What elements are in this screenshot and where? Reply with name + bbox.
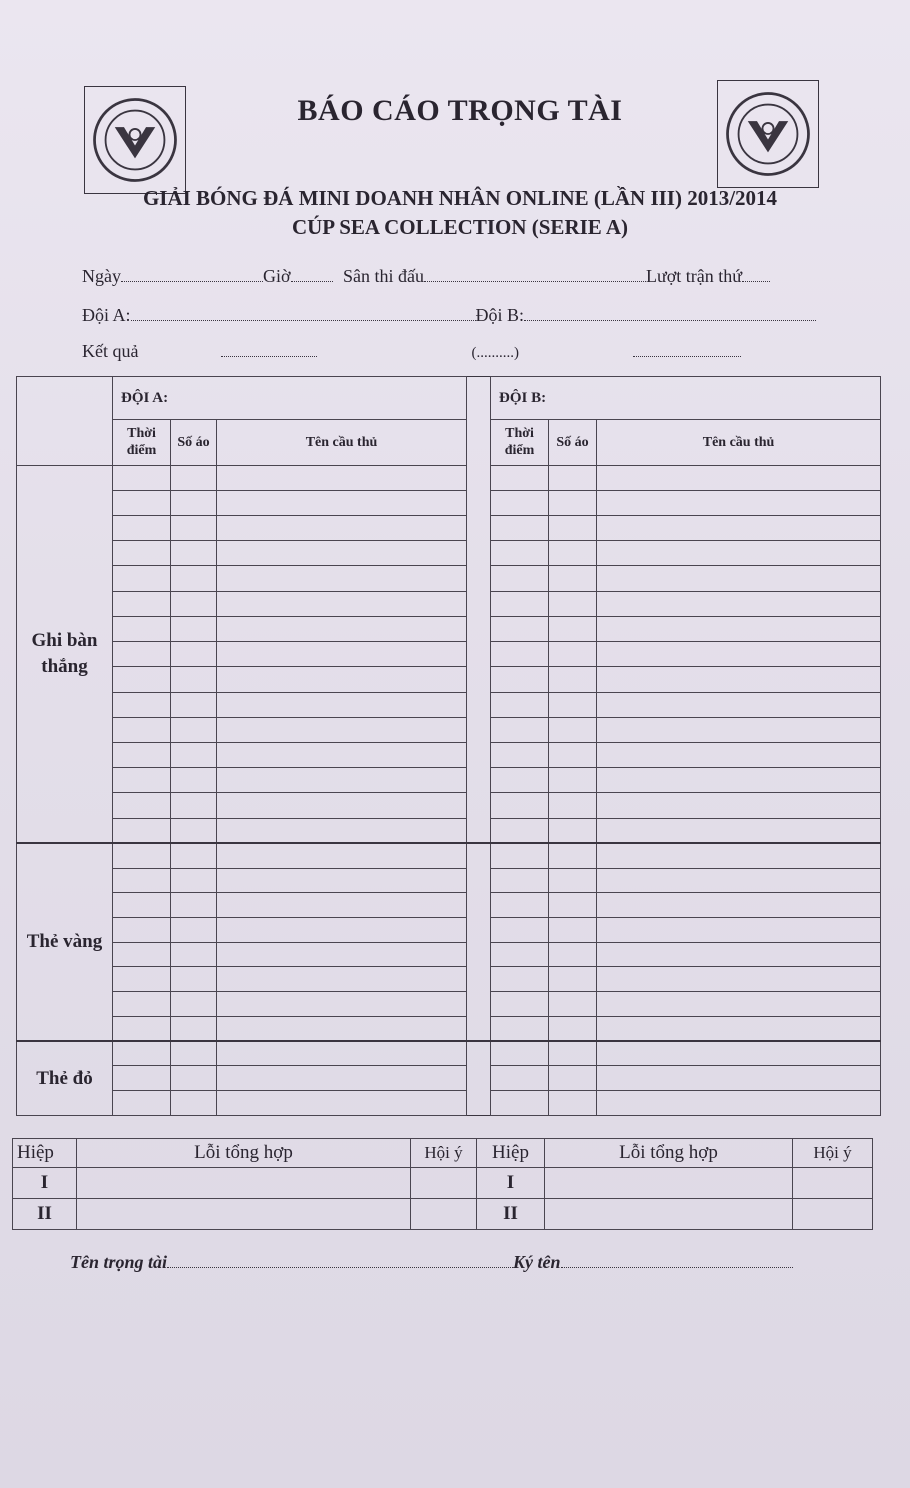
team-a-number-cell[interactable] — [171, 717, 217, 742]
team-a-player-cell[interactable] — [217, 893, 467, 918]
team-b-number-cell[interactable] — [549, 742, 597, 767]
team-b-player-cell[interactable] — [597, 616, 881, 641]
team-a-number-cell[interactable] — [171, 692, 217, 717]
team-b-time-header: Thời điểm — [491, 420, 549, 465]
team-b-number-cell[interactable] — [549, 642, 597, 667]
team-a-player-cell[interactable] — [217, 616, 467, 641]
table-row — [17, 1066, 881, 1091]
team-a-time-cell[interactable] — [113, 616, 171, 641]
table-row — [17, 490, 881, 515]
team-a-player-cell[interactable] — [217, 1041, 467, 1066]
team-a-number-cell[interactable] — [171, 967, 217, 992]
team-b-player-cell[interactable] — [597, 591, 881, 616]
team-b-player-cell[interactable] — [597, 541, 881, 566]
team-a-number-cell[interactable] — [171, 1016, 217, 1041]
result-label: Kết quả — [82, 341, 139, 361]
table-row — [17, 818, 881, 843]
summary-header-b: Lỗi tổng hợp — [545, 1139, 793, 1168]
table-row — [17, 541, 881, 566]
note-header-a: Hội ý — [411, 1139, 477, 1168]
team-b-number-header: Số áo — [549, 420, 597, 465]
team-a-number-cell[interactable] — [171, 490, 217, 515]
team-b-player-header: Tên cầu thủ — [597, 420, 881, 465]
team-a-player-cell[interactable] — [217, 667, 467, 692]
team-b-time-cell[interactable] — [491, 642, 549, 667]
team-b-number-cell[interactable] — [549, 768, 597, 793]
date-label: Ngày — [82, 266, 121, 286]
team-a-number-cell[interactable] — [171, 516, 217, 541]
team-a-time-cell[interactable] — [113, 465, 171, 490]
note-1-b[interactable] — [793, 1168, 873, 1199]
team-a-number-cell[interactable] — [171, 566, 217, 591]
team-b-time-cell[interactable] — [491, 692, 549, 717]
team-b-number-cell[interactable] — [549, 967, 597, 992]
half-header-b: Hiệp — [477, 1139, 545, 1168]
team-a-player-cell[interactable] — [217, 942, 467, 967]
team-a-player-cell[interactable] — [217, 516, 467, 541]
team-a-time-cell[interactable] — [113, 742, 171, 767]
teams-line — [82, 305, 816, 326]
table-row — [17, 843, 881, 868]
team-a-number-cell[interactable] — [171, 465, 217, 490]
team-b-number-cell[interactable] — [549, 591, 597, 616]
table-row — [17, 667, 881, 692]
league-emblem-icon — [89, 94, 181, 186]
team-b-number-cell[interactable] — [549, 692, 597, 717]
team-a-number-cell[interactable] — [171, 742, 217, 767]
team-b-time-cell[interactable] — [491, 490, 549, 515]
team-a-time-cell[interactable] — [113, 1016, 171, 1041]
team-b-time-cell[interactable] — [491, 893, 549, 918]
team-b-time-cell[interactable] — [491, 942, 549, 967]
team-b-time-cell[interactable] — [491, 992, 549, 1017]
team-a-number-cell[interactable] — [171, 942, 217, 967]
result-a-field[interactable] — [221, 342, 317, 357]
table-row — [17, 692, 881, 717]
team-a-time-cell[interactable] — [113, 1041, 171, 1066]
team-a-number-cell[interactable] — [171, 793, 217, 818]
result-line — [82, 341, 741, 362]
team-b-number-cell[interactable] — [549, 616, 597, 641]
team-a-number-cell[interactable] — [171, 667, 217, 692]
table-row — [17, 566, 881, 591]
table-row — [17, 591, 881, 616]
team-a-time-cell[interactable] — [113, 868, 171, 893]
team-a-time-cell[interactable] — [113, 942, 171, 967]
team-b-time-cell[interactable] — [491, 1016, 549, 1041]
column-gap — [467, 465, 491, 843]
team-a-player-cell[interactable] — [217, 591, 467, 616]
team-a-number-cell[interactable] — [171, 541, 217, 566]
sign-label: Ký tên — [513, 1252, 561, 1272]
team-b-player-cell[interactable] — [597, 818, 881, 843]
team-b-player-cell[interactable] — [597, 868, 881, 893]
team-b-time-cell[interactable] — [491, 818, 549, 843]
report-title: BÁO CÁO TRỌNG TÀI — [297, 94, 623, 127]
table-row — [17, 768, 881, 793]
column-gap — [467, 843, 491, 1041]
team-b-player-cell[interactable] — [597, 1091, 881, 1116]
field-field[interactable] — [424, 267, 646, 282]
corner-cell — [17, 377, 113, 466]
team-a-player-cell[interactable] — [217, 566, 467, 591]
team-b-number-cell[interactable] — [549, 793, 597, 818]
cup-name: CÚP SEA COLLECTION (SERIE A) — [291, 215, 629, 239]
team-b-number-cell[interactable] — [549, 1041, 597, 1066]
team-b-number-cell[interactable] — [549, 490, 597, 515]
round-label: Lượt trận thứ — [646, 266, 743, 286]
half-header-a: Hiệp — [13, 1139, 77, 1168]
team-b-time-cell[interactable] — [491, 868, 549, 893]
team-a-time-cell[interactable] — [113, 1066, 171, 1091]
team-a-label: Đội A: — [82, 305, 131, 325]
team-b-time-cell[interactable] — [491, 667, 549, 692]
red-card-section-label: Thẻ đỏ — [17, 1041, 113, 1115]
team-b-time-cell[interactable] — [491, 1041, 549, 1066]
team-b-number-cell[interactable] — [549, 893, 597, 918]
team-b-number-cell[interactable] — [549, 465, 597, 490]
team-a-number-cell[interactable] — [171, 1041, 217, 1066]
team-a-time-cell[interactable] — [113, 818, 171, 843]
team-a-player-cell[interactable] — [217, 742, 467, 767]
team-b-player-cell[interactable] — [597, 490, 881, 515]
team-b-number-cell[interactable] — [549, 1091, 597, 1116]
team-a-time-cell[interactable] — [113, 918, 171, 943]
team-b-number-cell[interactable] — [549, 1066, 597, 1091]
team-b-time-cell[interactable] — [491, 742, 549, 767]
table-row — [17, 465, 881, 490]
table-row — [17, 742, 881, 767]
team-a-number-cell[interactable] — [171, 868, 217, 893]
yellow-card-section-label: Thẻ vàng — [17, 843, 113, 1041]
team-a-time-cell[interactable] — [113, 541, 171, 566]
team-a-player-cell[interactable] — [217, 793, 467, 818]
team-a-player-cell[interactable] — [217, 541, 467, 566]
team-b-number-cell[interactable] — [549, 818, 597, 843]
team-b-field[interactable] — [524, 306, 816, 321]
table-row — [17, 967, 881, 992]
note-header-b: Hội ý — [793, 1139, 873, 1168]
summary-1-b[interactable] — [545, 1168, 793, 1199]
team-b-number-cell[interactable] — [549, 843, 597, 868]
team-a-header: ĐỘI A: — [113, 377, 467, 420]
team-a-number-cell[interactable] — [171, 616, 217, 641]
date-line — [82, 266, 770, 287]
team-a-time-cell[interactable] — [113, 992, 171, 1017]
table-row — [17, 516, 881, 541]
team-a-player-cell[interactable] — [217, 1066, 467, 1091]
note-1-a[interactable] — [411, 1168, 477, 1199]
team-b-player-cell[interactable] — [597, 1066, 881, 1091]
date-field[interactable] — [121, 267, 263, 282]
team-a-player-cell[interactable] — [217, 1091, 467, 1116]
team-b-time-cell[interactable] — [491, 616, 549, 641]
column-gap — [467, 377, 491, 466]
team-b-player-cell[interactable] — [597, 1016, 881, 1041]
half-2-b: II — [477, 1199, 545, 1230]
note-2-a[interactable] — [411, 1199, 477, 1230]
team-b-time-cell[interactable] — [491, 591, 549, 616]
team-a-field[interactable] — [131, 306, 476, 321]
time-field[interactable] — [291, 267, 333, 282]
team-b-time-cell[interactable] — [491, 843, 549, 868]
team-a-player-cell[interactable] — [217, 717, 467, 742]
round-field[interactable] — [742, 267, 770, 282]
team-b-player-cell[interactable] — [597, 893, 881, 918]
field-label: Sân thi đấu — [343, 266, 425, 286]
team-b-player-cell[interactable] — [597, 942, 881, 967]
team-b-time-cell[interactable] — [491, 793, 549, 818]
team-a-time-cell[interactable] — [113, 967, 171, 992]
signature-line — [70, 1252, 793, 1273]
team-a-player-cell[interactable] — [217, 843, 467, 868]
summary-header-a: Lỗi tổng hợp — [77, 1139, 411, 1168]
team-a-time-cell[interactable] — [113, 768, 171, 793]
team-a-player-cell[interactable] — [217, 465, 467, 490]
summary-2-b[interactable] — [545, 1199, 793, 1230]
team-a-time-cell[interactable] — [113, 1091, 171, 1116]
team-a-player-cell[interactable] — [217, 967, 467, 992]
team-b-time-cell[interactable] — [491, 1091, 549, 1116]
team-a-number-cell[interactable] — [171, 642, 217, 667]
table-row — [17, 942, 881, 967]
team-a-time-cell[interactable] — [113, 516, 171, 541]
table-row — [17, 992, 881, 1017]
team-a-player-cell[interactable] — [217, 818, 467, 843]
team-b-player-cell[interactable] — [597, 992, 881, 1017]
team-b-player-cell[interactable] — [597, 918, 881, 943]
table-row — [17, 1041, 881, 1066]
table-row — [17, 616, 881, 641]
table-row — [17, 793, 881, 818]
team-b-player-cell[interactable] — [597, 642, 881, 667]
team-b-time-cell[interactable] — [491, 967, 549, 992]
team-b-player-cell[interactable] — [597, 566, 881, 591]
team-a-number-cell[interactable] — [171, 992, 217, 1017]
team-a-time-cell[interactable] — [113, 717, 171, 742]
team-b-player-cell[interactable] — [597, 465, 881, 490]
team-b-player-cell[interactable] — [597, 1041, 881, 1066]
team-b-label: Đội B: — [475, 305, 525, 325]
team-b-time-cell[interactable] — [491, 541, 549, 566]
team-a-number-cell[interactable] — [171, 893, 217, 918]
team-b-number-cell[interactable] — [549, 516, 597, 541]
team-a-player-cell[interactable] — [217, 868, 467, 893]
team-b-time-cell[interactable] — [491, 717, 549, 742]
match-events-table — [16, 376, 881, 1116]
team-a-time-cell[interactable] — [113, 591, 171, 616]
team-a-number-cell[interactable] — [171, 1066, 217, 1091]
note-2-b[interactable] — [793, 1199, 873, 1230]
team-a-time-cell[interactable] — [113, 667, 171, 692]
team-a-number-header: Số áo — [171, 420, 217, 465]
team-b-player-cell[interactable] — [597, 692, 881, 717]
summary-1-a[interactable] — [77, 1168, 411, 1199]
team-b-number-cell[interactable] — [549, 717, 597, 742]
team-a-player-cell[interactable] — [217, 1016, 467, 1041]
team-a-player-cell[interactable] — [217, 692, 467, 717]
team-a-number-cell[interactable] — [171, 591, 217, 616]
team-b-player-cell[interactable] — [597, 516, 881, 541]
team-a-time-cell[interactable] — [113, 843, 171, 868]
team-a-number-cell[interactable] — [171, 918, 217, 943]
summary-2-a[interactable] — [77, 1199, 411, 1230]
result-paren: (..........) — [471, 345, 519, 361]
team-a-number-cell[interactable] — [171, 768, 217, 793]
team-b-player-cell[interactable] — [597, 843, 881, 868]
team-b-time-cell[interactable] — [491, 516, 549, 541]
table-row — [17, 1016, 881, 1041]
table-row — [17, 918, 881, 943]
team-a-time-cell[interactable] — [113, 793, 171, 818]
tournament-name: GIẢI BÓNG ĐÁ MINI DOANH NHÂN ONLINE (LẦN III) 2013/2014 — [142, 186, 778, 210]
team-b-number-cell[interactable] — [549, 918, 597, 943]
team-b-time-cell[interactable] — [491, 566, 549, 591]
team-a-player-cell[interactable] — [217, 490, 467, 515]
team-b-number-cell[interactable] — [549, 667, 597, 692]
signature-field[interactable] — [561, 1253, 793, 1268]
team-a-player-header: Tên cầu thủ — [217, 420, 467, 465]
team-a-player-cell[interactable] — [217, 642, 467, 667]
team-b-player-cell[interactable] — [597, 768, 881, 793]
team-b-number-cell[interactable] — [549, 541, 597, 566]
team-b-time-cell[interactable] — [491, 465, 549, 490]
team-b-player-cell[interactable] — [597, 717, 881, 742]
team-a-player-cell[interactable] — [217, 918, 467, 943]
team-b-time-cell[interactable] — [491, 918, 549, 943]
result-b-field[interactable] — [633, 342, 741, 357]
team-a-number-cell[interactable] — [171, 1091, 217, 1116]
team-b-number-cell[interactable] — [549, 1016, 597, 1041]
half-1-a: I — [13, 1168, 77, 1199]
fouls-table — [12, 1138, 873, 1230]
time-label: Giờ — [263, 266, 291, 286]
team-a-number-cell[interactable] — [171, 818, 217, 843]
team-b-number-cell[interactable] — [549, 992, 597, 1017]
team-a-time-header: Thời điểm — [113, 420, 171, 465]
team-a-player-cell[interactable] — [217, 992, 467, 1017]
team-a-time-cell[interactable] — [113, 642, 171, 667]
table-row — [17, 642, 881, 667]
league-logo-right — [717, 80, 819, 188]
team-a-time-cell[interactable] — [113, 692, 171, 717]
league-emblem-icon — [722, 88, 814, 180]
team-b-player-cell[interactable] — [597, 967, 881, 992]
goals-section-label: Ghi bàn thắng — [17, 465, 113, 843]
team-b-header: ĐỘI B: — [491, 377, 881, 420]
half-2-a: II — [13, 1199, 77, 1230]
league-logo-left — [84, 86, 186, 194]
team-b-time-cell[interactable] — [491, 1066, 549, 1091]
team-a-time-cell[interactable] — [113, 566, 171, 591]
team-a-time-cell[interactable] — [113, 893, 171, 918]
referee-name-field[interactable] — [167, 1253, 513, 1268]
team-b-number-cell[interactable] — [549, 942, 597, 967]
team-a-time-cell[interactable] — [113, 490, 171, 515]
team-b-player-cell[interactable] — [597, 793, 881, 818]
team-b-number-cell[interactable] — [549, 566, 597, 591]
table-row — [17, 893, 881, 918]
referee-name-label: Tên trọng tài — [70, 1252, 168, 1272]
team-a-player-cell[interactable] — [217, 768, 467, 793]
team-b-player-cell[interactable] — [597, 742, 881, 767]
table-row — [17, 1091, 881, 1116]
team-b-number-cell[interactable] — [549, 868, 597, 893]
table-row — [17, 717, 881, 742]
table-row — [17, 868, 881, 893]
half-1-b: I — [477, 1168, 545, 1199]
column-gap — [467, 1041, 491, 1115]
team-a-number-cell[interactable] — [171, 843, 217, 868]
team-b-time-cell[interactable] — [491, 768, 549, 793]
team-b-player-cell[interactable] — [597, 667, 881, 692]
